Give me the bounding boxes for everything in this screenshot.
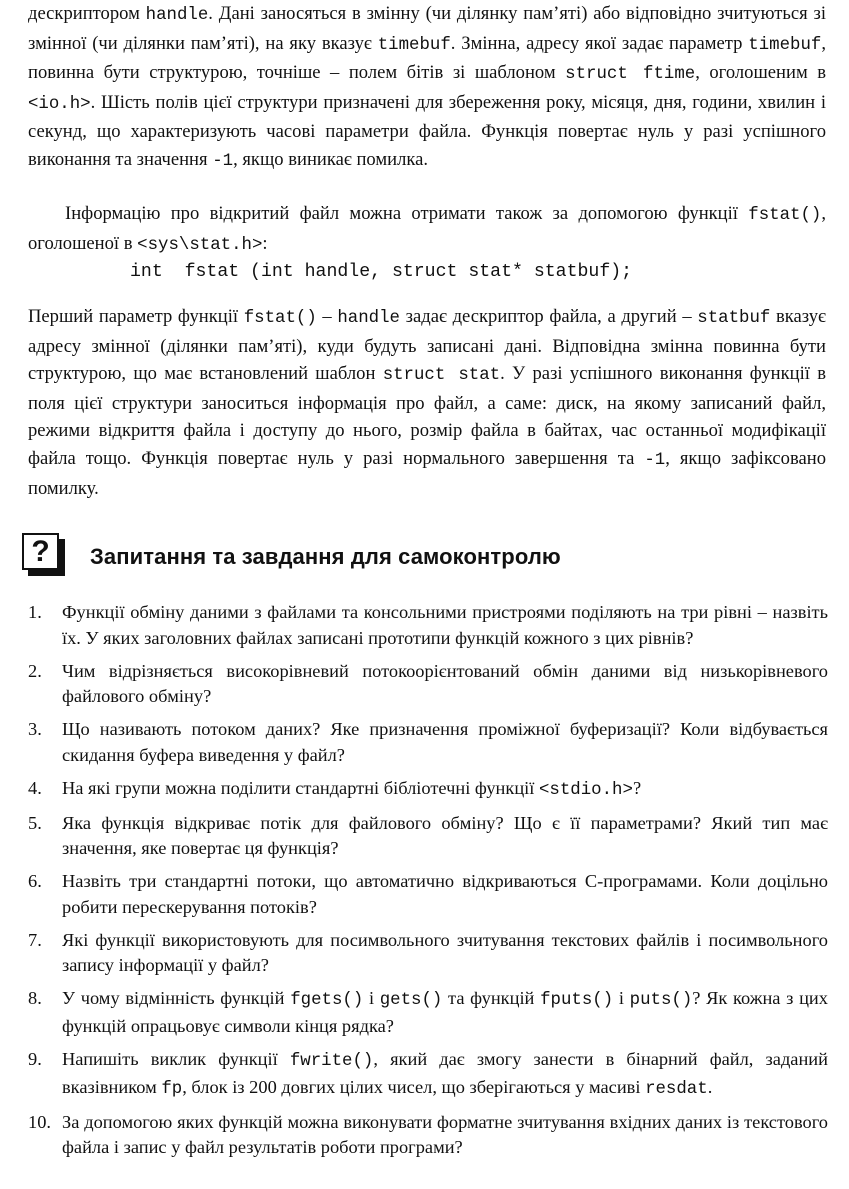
- question-number: 1.: [28, 602, 42, 622]
- code-puts: puts(): [629, 991, 693, 1011]
- text-run: . У разі успішного виконання функції в поля цієї структури заноситься інформація про файл, а саме: диск, на якому записаний файл, режими відкриття файла і доступу до нього, розмір файла в байтах, час останньої модифікації файла тощо. Функція повертає нуль у разі нормального завершення та: [28, 363, 826, 469]
- text-run: . Шість полів цієї структури призначені для збереження року, місяця, дня, години, хвилин і секунд, що характеризують часові параметри файла. Функція повертає нуль у разі успішного виконання та значення: [28, 91, 826, 170]
- question-icon: [22, 533, 66, 577]
- code-fgets: fgets(): [290, 991, 364, 1011]
- section-heading: Запитання та завдання для самоконтролю: [90, 544, 561, 569]
- text-run: Напишіть виклик функції: [62, 1049, 290, 1070]
- question-text: За допомогою яких функцій можна виконувати форматне зчитування вхідних даних із текстового файла і запис у файл результатів роботи програми?: [62, 1111, 828, 1158]
- text-run: і: [613, 988, 630, 1009]
- text-run: :: [262, 232, 268, 254]
- question-item: [28, 986, 828, 1039]
- question-text: [62, 776, 828, 804]
- code-io-h: <io.h>: [28, 94, 91, 114]
- question-item: [28, 869, 828, 920]
- code-sys-stat-h: <sys\stat.h>: [137, 235, 263, 255]
- question-item: [28, 928, 828, 979]
- question-item: [28, 811, 828, 862]
- code-resdat: resdat: [645, 1079, 708, 1099]
- text-run: . Дані заносяться в змінну (чи ділянку пам’яті) або відповідно зчитуються зі змінної (чи ділянки пам’яті), на яку вказує: [28, 3, 826, 54]
- question-item: [28, 717, 828, 768]
- question-number: 8.: [28, 988, 42, 1009]
- code-fstat-prototype: int fstat (int handle, struct stat* statbuf);: [130, 262, 633, 282]
- question-number: 3.: [28, 719, 42, 740]
- code-minus-one: -1: [644, 450, 666, 470]
- questions-list: [28, 600, 828, 1168]
- text-run: і: [363, 988, 380, 1009]
- text-run: . Змінна, адресу якої задає параметр: [450, 32, 749, 54]
- text-run: –: [316, 306, 338, 327]
- code-fwrite: fwrite(): [289, 1052, 374, 1072]
- text-run: , який дає змогу занести в бінарний файл, заданий вказівником: [62, 1049, 828, 1097]
- question-item: [28, 1110, 828, 1161]
- text-run: вказує адресу змінної (ділянки пам’яті), куди будуть записані дані. Відповідна змінна повинна бути структурою, що має встановлений шаблон: [28, 306, 826, 385]
- code-timebuf: timebuf: [748, 35, 822, 55]
- text-run: задає дескриптор файла, а другий –: [400, 306, 698, 327]
- text-run: .: [707, 1076, 713, 1097]
- text-run: , блок із 200 довгих цілих чисел, що зберігаються у масиві: [182, 1076, 646, 1097]
- code-handle: handle: [337, 309, 400, 328]
- question-text: Функції обміну даними з файлами та консольними пристроями поділяють на три рівні – назвіть їх. У яких заголовних файлах записані прототипи функцій кожного з цих рівнів?: [62, 602, 828, 648]
- question-number: 2.: [28, 660, 42, 681]
- code-timebuf: timebuf: [377, 35, 451, 55]
- code-fstat: fstat(): [748, 206, 822, 225]
- paragraph-fstat-intro: [28, 200, 826, 259]
- text-run: Інформацію про відкритий файл можна отримати також за допомогою функції: [65, 203, 749, 224]
- code-fstat: fstat(): [243, 309, 317, 328]
- text-run: , якщо зафіксовано помилку.: [28, 447, 826, 499]
- question-item: [28, 600, 828, 651]
- text-run: , якщо виникає помилка.: [233, 148, 429, 170]
- text-run: , повинна бути структурою, точніше – полем бітів зі шаблоном: [28, 32, 826, 84]
- question-number: 7.: [28, 929, 42, 950]
- question-mark-glyph: ?: [22, 533, 59, 570]
- text-run: Перший параметр функції: [28, 306, 244, 327]
- text-run: , оголошеним в: [695, 62, 826, 84]
- text-run: дескриптором: [28, 3, 146, 24]
- question-text: Чим відрізняється високорівневий потокоорієнтований обмін даними від низькорівневого файлового обміну?: [62, 660, 828, 707]
- code-stdio-h: <stdio.h>: [539, 780, 633, 800]
- code-gets: gets(): [379, 991, 443, 1011]
- question-item: [28, 1047, 828, 1102]
- question-number: 9.: [28, 1049, 42, 1070]
- text-run: У чому відмінність функцій: [62, 988, 291, 1009]
- code-statbuf: statbuf: [697, 309, 771, 328]
- question-number: 4.: [28, 777, 42, 798]
- question-text: Які функції використовують для посимвольного зчитування текстових файлів і посимвольного запису інформації у файл?: [62, 929, 828, 976]
- question-number: 10.: [28, 1111, 51, 1132]
- code-struct-ftime: struct ftime: [565, 65, 696, 85]
- code-fputs: fputs(): [540, 991, 614, 1011]
- question-number: 6.: [28, 871, 42, 892]
- text-run: та функцій: [442, 988, 541, 1009]
- question-text: Назвіть три стандартні потоки, що автоматично відкриваються С-програмами. Коли доцільно робити перескерування потоків?: [62, 871, 828, 917]
- question-text: [62, 986, 828, 1039]
- question-number: 5.: [28, 812, 42, 833]
- text-run: ? Як кожна з цих функцій опрацьовує символи кінця рядка?: [62, 988, 828, 1037]
- code-fp: fp: [161, 1079, 183, 1099]
- question-text: Що називають потоком даних? Яке призначення проміжної буферизації? Коли відбувається скидання буфера виведення у файл?: [62, 719, 828, 765]
- code-struct-stat: struct stat: [382, 366, 501, 386]
- question-text: Яка функція відкриває потік для файлового обміну? Що є її параметрами? Який тип має значення, яке повертає ця функція?: [62, 812, 828, 859]
- question-item: [28, 776, 828, 804]
- paragraph-fstat-description: [28, 303, 826, 502]
- paragraph-futime-description: [28, 0, 826, 176]
- question-item: [28, 659, 828, 710]
- text-run: ?: [632, 777, 642, 798]
- question-text: [62, 1047, 828, 1102]
- text-run: , оголошеної в: [28, 203, 826, 254]
- code-handle: handle: [145, 6, 209, 25]
- code-minus-one: -1: [212, 151, 234, 171]
- text-run: На які групи можна поділити стандартні бібліотечні функції: [62, 777, 539, 798]
